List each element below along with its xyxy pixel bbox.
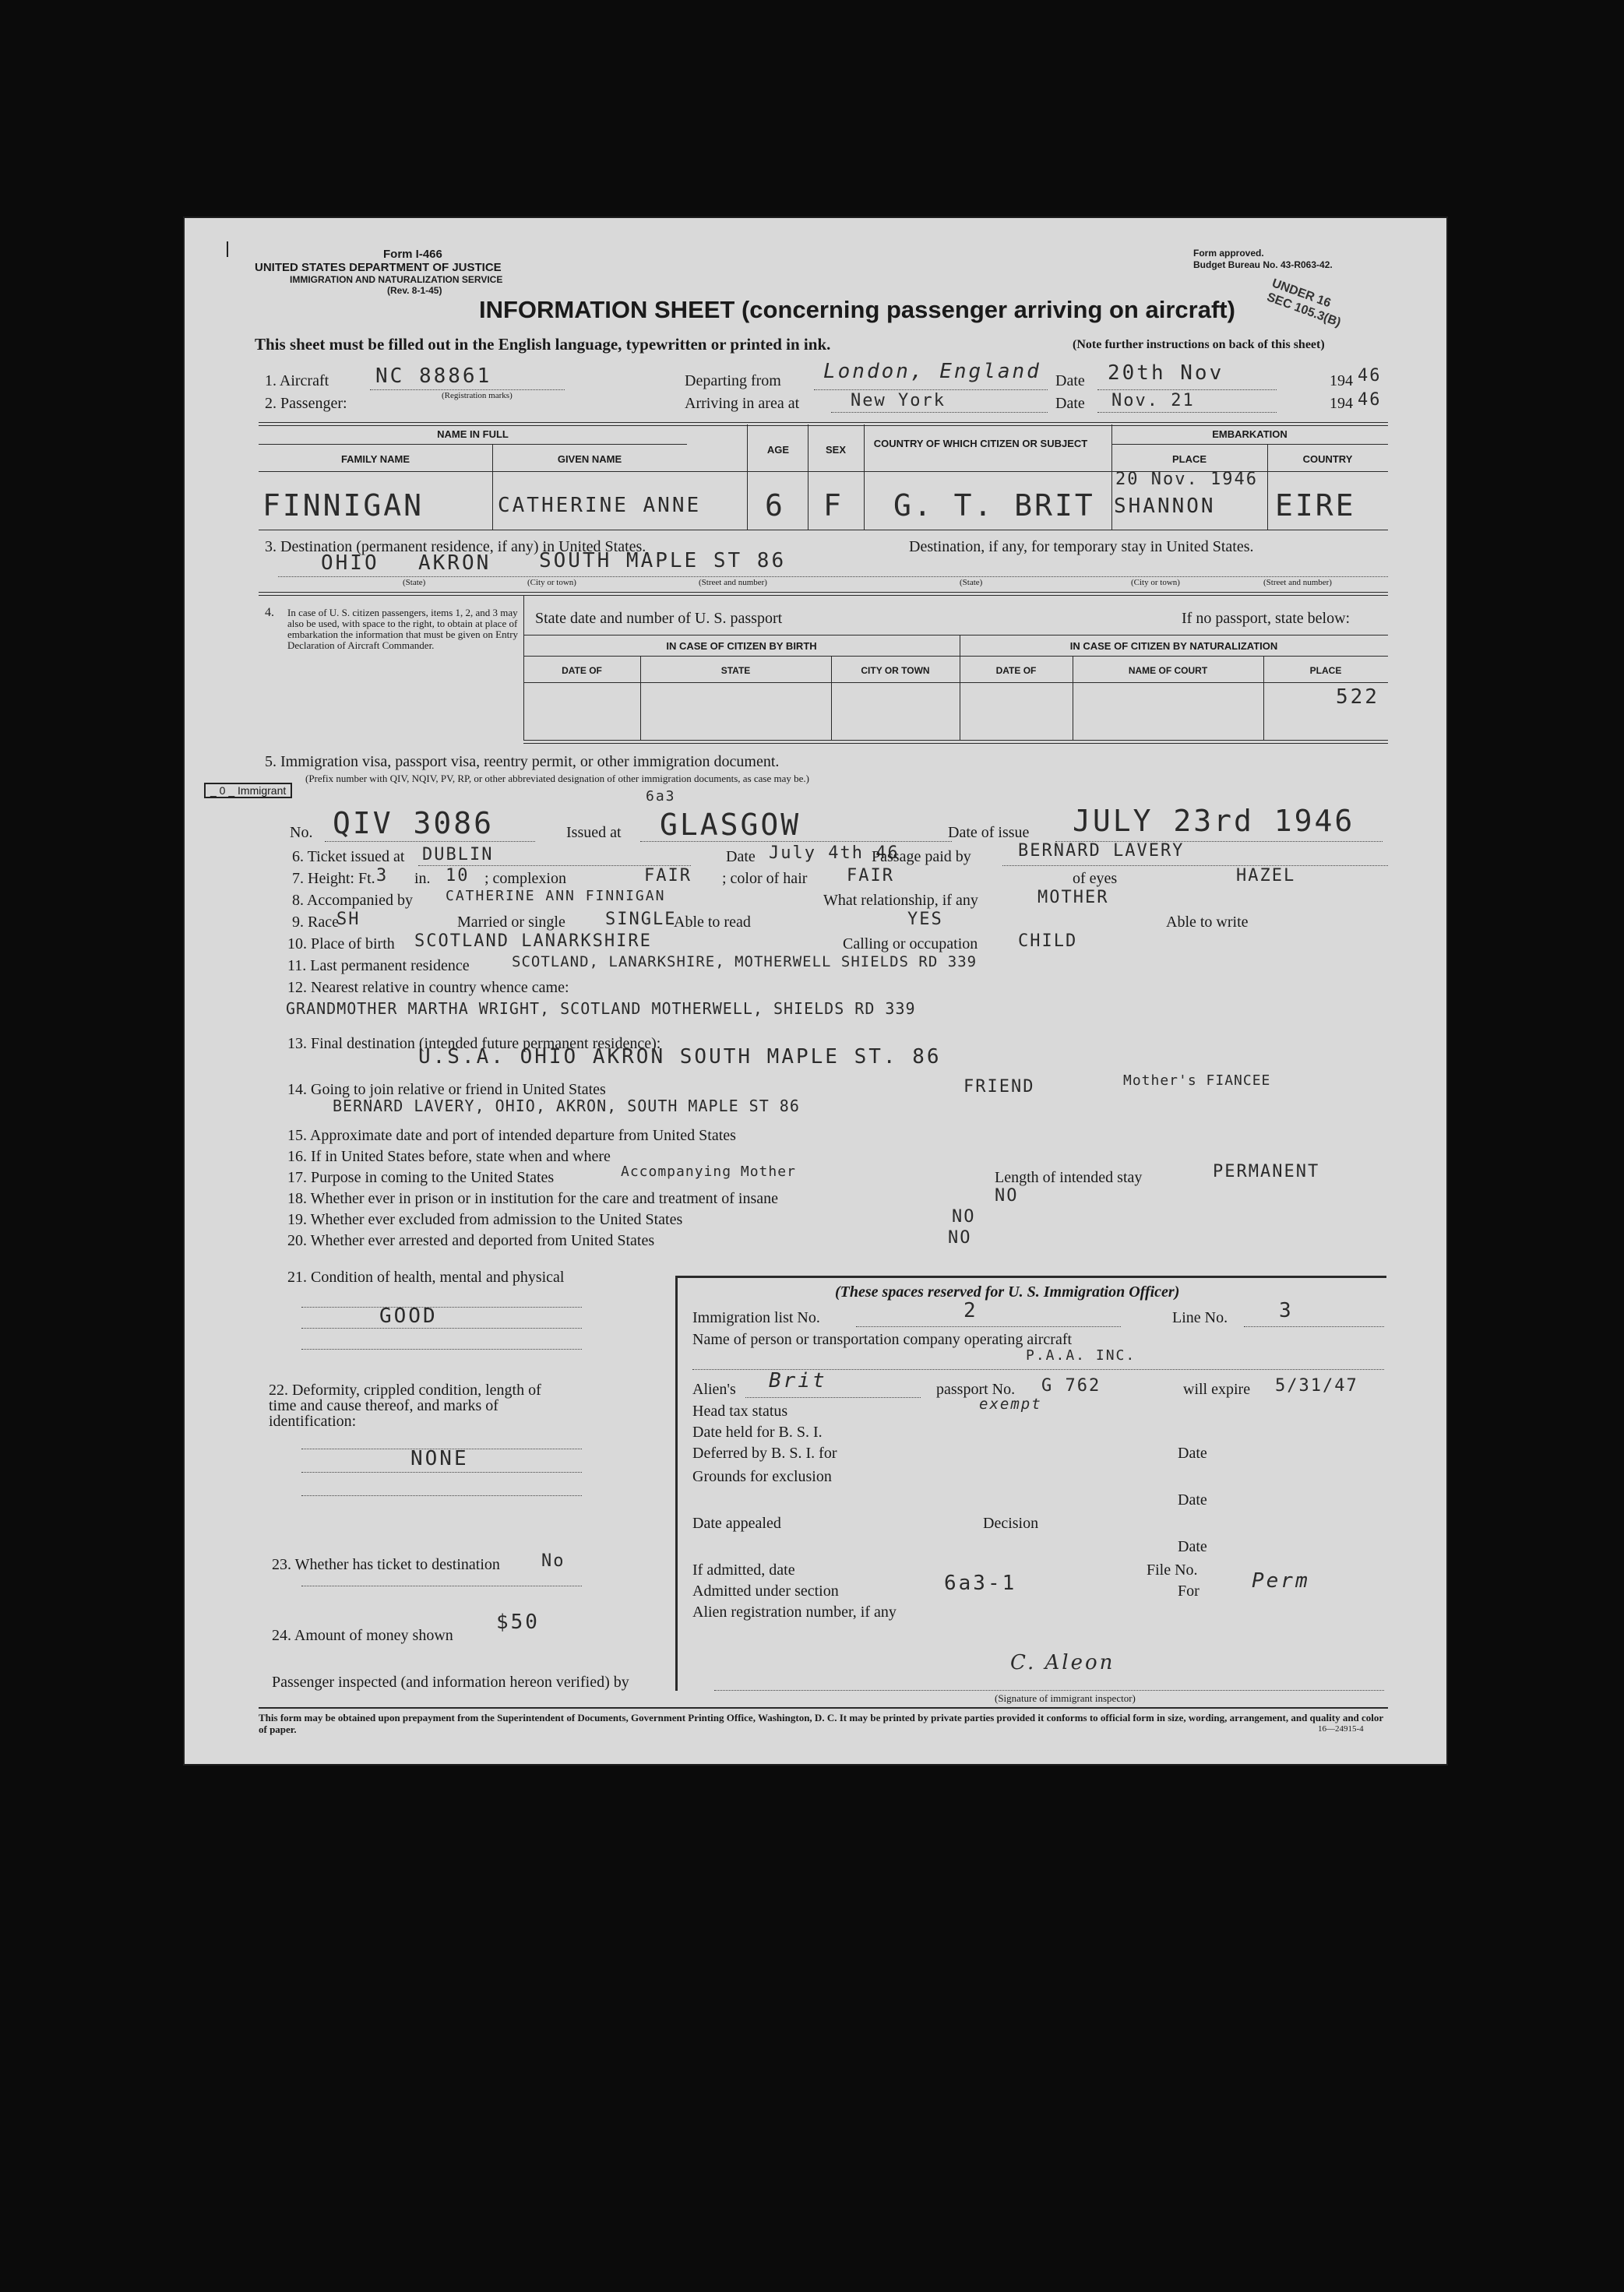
- corner-mark: [227, 241, 228, 257]
- col-name-court: NAME OF COURT: [1128, 665, 1208, 676]
- label-admitted-under: Admitted under section: [692, 1583, 839, 1600]
- arriving-date: Nov. 21: [1111, 391, 1195, 410]
- label-read: Able to read: [674, 914, 751, 931]
- stay-value: PERMANENT: [1213, 1162, 1320, 1181]
- imm-list-value: 2: [963, 1299, 978, 1322]
- embarkation-date: 20 Nov. 1946: [1115, 470, 1258, 489]
- col-date-of-2: DATE OF: [995, 665, 1037, 676]
- embarkation-country: EIRE: [1275, 488, 1356, 523]
- label-grounds: Grounds for exclusion: [692, 1468, 832, 1485]
- head-tax-value: exempt: [979, 1396, 1042, 1413]
- under-16-stamp: UNDER 16 SEC 105.3(B): [1265, 276, 1343, 330]
- label-birth: 10. Place of birth: [287, 935, 395, 952]
- label-before: 16. If in United States before, state when and where: [287, 1148, 611, 1165]
- label-married: Married or single: [457, 914, 565, 931]
- label-departure: 15. Approximate date and port of intended departure from United States: [287, 1127, 736, 1144]
- label-no: No.: [290, 824, 313, 841]
- label-health: 21. Condition of health, mental and physical: [287, 1269, 565, 1286]
- label-will-expire: will expire: [1183, 1381, 1251, 1398]
- department: UNITED STATES DEPARTMENT OF JUSTICE: [255, 261, 502, 274]
- label-eyes: of eyes: [1073, 870, 1118, 887]
- caption-city-2: (City or town): [1131, 578, 1180, 587]
- col-given-name: GIVEN NAME: [557, 453, 622, 465]
- caption-state-1: (State): [403, 578, 426, 587]
- purpose-value: Accompanying Mother: [621, 1164, 796, 1180]
- place-number-value: 522: [1336, 685, 1379, 709]
- label-aliens: Alien's: [692, 1381, 736, 1398]
- label-calling: Calling or occupation: [843, 935, 978, 952]
- label-year-2: 194: [1330, 395, 1353, 412]
- label-hair: ; color of hair: [722, 870, 808, 887]
- label-passport-no: passport No.: [936, 1381, 1016, 1398]
- label-issued-at: Issued at: [566, 824, 622, 841]
- instruction: This sheet must be filled out in the English language, typewritten or printed in ink.: [255, 335, 831, 354]
- passage-paid-value: BERNARD LAVERY: [1018, 841, 1185, 861]
- complexion-value: FAIR: [644, 866, 692, 885]
- label-date-grounds: Date: [1178, 1491, 1207, 1509]
- label-no-passport: If no passport, state below:: [1182, 610, 1351, 627]
- label-line-no: Line No.: [1172, 1309, 1228, 1326]
- label-deformity: 22. Deformity, crippled condition, length of time and cause thereof, and marks of identification:: [269, 1382, 541, 1430]
- label-purpose: 17. Purpose in coming to the United States: [287, 1169, 555, 1186]
- col-citizen-nat: IN CASE OF CITIZEN BY NATURALIZATION: [1069, 640, 1278, 652]
- given-name-value: CATHERINE ANNE: [498, 494, 702, 517]
- form-sheet: [185, 218, 1446, 1764]
- label-file-no: File No.: [1147, 1561, 1198, 1579]
- revision: (Rev. 8-1-45): [387, 285, 442, 296]
- citizen-value: G. T. BRIT: [893, 488, 1095, 523]
- eyes-value: HAZEL: [1236, 866, 1296, 885]
- item-5-note: (Prefix number with QIV, NQIV, PV, RP, or other abbreviated designation of other immigration documents, as case may be.): [305, 773, 809, 784]
- age-value: 6: [765, 488, 785, 523]
- note: (Note further instructions on back of this sheet): [1073, 338, 1325, 351]
- caption-street-1: (Street and number): [699, 578, 767, 587]
- ticket-issued-value: DUBLIN: [422, 845, 494, 864]
- label-aircraft: 1. Aircraft: [265, 372, 329, 389]
- signature-value: C. Aleon: [1010, 1651, 1115, 1674]
- col-place: PLACE: [1171, 453, 1207, 465]
- excluded-value: NO: [952, 1207, 976, 1227]
- last-residence-value: SCOTLAND, LANARKSHIRE, MOTHERWELL SHIELDS RD 339: [512, 953, 978, 970]
- label-date-issue: Date of issue: [948, 824, 1030, 841]
- sex-value: F: [823, 488, 844, 523]
- label-item-5: 5. Immigration visa, passport visa, reentry permit, or other immigration document.: [265, 753, 780, 770]
- label-going-to-join: 14. Going to join relative or friend in United States: [287, 1081, 606, 1098]
- service: IMMIGRATION AND NATURALIZATION SERVICE: [290, 274, 503, 285]
- label-excluded: 19. Whether ever excluded from admission to the United States: [287, 1211, 683, 1228]
- col-name-in-full: NAME IN FULL: [437, 428, 509, 440]
- for-value: Perm: [1252, 1569, 1310, 1593]
- label-date-decision: Date: [1178, 1538, 1207, 1555]
- label-money: 24. Amount of money shown: [272, 1627, 453, 1644]
- alien-nationality-value: Brit: [769, 1369, 827, 1392]
- company-value: P.A.A. INC.: [1026, 1347, 1136, 1364]
- label-alien-reg: Alien registration number, if any: [692, 1604, 897, 1621]
- form-approved: Form approved.: [1193, 248, 1264, 259]
- departing-date: 20th Nov: [1108, 361, 1224, 385]
- label-arriving: Arriving in area at: [685, 395, 800, 412]
- label-date-2: Date: [1055, 395, 1085, 412]
- arriving-value: New York: [851, 391, 946, 410]
- passport-no-value: G 762: [1041, 1376, 1101, 1396]
- embarkation-place: SHANNON: [1114, 495, 1216, 518]
- item-4-note: In case of U. S. citizen passengers, items 1, 2, and 3 may also be used, with space to the right, to obtain at place of embarkation the information that must be given on Entry Declaration of Aircraft Commander.: [287, 607, 519, 651]
- admitted-section-value: 6a3-1: [944, 1572, 1017, 1595]
- label-inspected: Passenger inspected (and information hereon verified) by: [272, 1674, 629, 1691]
- form-title: INFORMATION SHEET (concerning passenger arriving on aircraft): [479, 296, 1235, 323]
- label-date-deferred: Date: [1178, 1445, 1207, 1462]
- expire-value: 5/31/47: [1275, 1376, 1358, 1396]
- label-passage-paid: Passage paid by: [872, 848, 971, 865]
- visa-number-value: QIV 3086: [333, 806, 495, 840]
- label-decision: Decision: [983, 1515, 1039, 1532]
- col-sex: SEX: [825, 444, 846, 456]
- label-height: 7. Height: Ft.: [292, 870, 375, 887]
- col-date-of-1: DATE OF: [562, 665, 602, 676]
- label-head-tax: Head tax status: [692, 1403, 788, 1420]
- join-extra-value: Mother's FIANCEE: [1123, 1072, 1271, 1089]
- line-no-value: 3: [1279, 1299, 1294, 1322]
- height-ft-value: 3: [376, 866, 389, 885]
- label-state-passport: State date and number of U. S. passport: [535, 610, 783, 627]
- dest-state: OHIO: [321, 551, 379, 575]
- prison-value: NO: [995, 1186, 1019, 1206]
- deported-value: NO: [948, 1228, 972, 1248]
- col-city: CITY OR TOWN: [861, 665, 930, 676]
- label-year-1: 194: [1330, 372, 1353, 389]
- label-item-4: 4.: [265, 606, 274, 619]
- label-accompanied: 8. Accompanied by: [292, 892, 413, 909]
- budget-bureau: Budget Bureau No. 43-R063-42.: [1193, 259, 1333, 270]
- dest-street: SOUTH MAPLE ST 86: [539, 549, 787, 572]
- accompanied-value: CATHERINE ANN FINNIGAN: [446, 888, 666, 904]
- label-departing: Departing from: [685, 372, 781, 389]
- occupation-value: CHILD: [1018, 931, 1078, 951]
- family-name-value: FINNIGAN: [262, 488, 424, 523]
- nearest-relative-value: GRANDMOTHER MARTHA WRIGHT, SCOTLAND MOTHERWELL, SHIELDS RD 339: [286, 999, 916, 1018]
- immigrant-stamp: _ 0 _ Immigrant: [204, 783, 292, 798]
- hair-value: FAIR: [847, 866, 894, 885]
- col-age: AGE: [766, 444, 790, 456]
- label-company: Name of person or transportation company operating aircraft: [692, 1331, 1073, 1348]
- issued-note: 6a3: [646, 788, 676, 804]
- label-write: Able to write: [1166, 914, 1249, 931]
- date-issue-value: JULY 23rd 1946: [1073, 804, 1355, 838]
- ticket-date-value: July 4th 46: [769, 843, 900, 863]
- departing-year: 46: [1358, 366, 1382, 386]
- ticket-dest-value: No: [541, 1551, 565, 1571]
- label-date-1: Date: [1055, 372, 1085, 389]
- form-number: Form I-466: [383, 248, 442, 261]
- issued-at-value: GLASGOW: [660, 808, 801, 842]
- height-in-value: 10: [446, 866, 470, 885]
- departing-value: London, England: [823, 360, 1041, 383]
- married-value: SINGLE: [605, 910, 677, 929]
- col-place-4: PLACE: [1309, 665, 1342, 676]
- arriving-year: 46: [1358, 390, 1382, 410]
- money-value: $50: [496, 1611, 540, 1634]
- label-nearest-relative: 12. Nearest relative in country whence came:: [287, 979, 569, 996]
- signature-caption: (Signature of immigrant inspector): [995, 1692, 1136, 1704]
- join-line-value: BERNARD LAVERY, OHIO, AKRON, SOUTH MAPLE ST 86: [333, 1097, 800, 1115]
- label-if-admitted: If admitted, date: [692, 1561, 795, 1579]
- col-embarkation: EMBARKATION: [1212, 428, 1288, 440]
- label-race: 9. Race: [292, 914, 339, 931]
- label-destination: 3. Destination (permanent residence, if any) in United States.: [265, 538, 646, 555]
- birth-value: SCOTLAND LANARKSHIRE: [414, 931, 652, 951]
- caption-state-2: (State): [960, 578, 983, 587]
- label-ticket-dest: 23. Whether has ticket to destination: [272, 1556, 500, 1573]
- caption-street-2: (Street and number): [1263, 578, 1332, 587]
- label-ticket-date: Date: [726, 848, 756, 865]
- health-value: GOOD: [379, 1304, 438, 1328]
- race-value: SH: [336, 910, 361, 929]
- label-in: in.: [414, 870, 431, 887]
- label-prison: 18. Whether ever in prison or in institution for the care and treatment of insane: [287, 1190, 778, 1207]
- officer-box-title: (These spaces reserved for U. S. Immigration Officer): [835, 1283, 1180, 1301]
- label-final-destination: 13. Final destination (intended future permanent residence):: [287, 1035, 661, 1052]
- join-relation-value: FRIEND: [963, 1077, 1035, 1097]
- dest-city: AKRON: [418, 551, 491, 575]
- label-complexion: ; complexion: [484, 870, 566, 887]
- label-length-stay: Length of intended stay: [995, 1169, 1143, 1186]
- aircraft-value: NC 88861: [375, 364, 492, 388]
- label-date-appealed: Date appealed: [692, 1515, 781, 1532]
- label-passenger: 2. Passenger:: [265, 395, 347, 412]
- col-country-citizen: COUNTRY OF WHICH CITIZEN OR SUBJECT: [873, 438, 1088, 449]
- final-destination-value: U.S.A. OHIO AKRON SOUTH MAPLE ST. 86: [418, 1045, 942, 1069]
- label-relationship: What relationship, if any: [823, 892, 978, 909]
- col-family-name: FAMILY NAME: [340, 453, 410, 465]
- read-value: YES: [907, 910, 943, 929]
- footer-code: 16—24915-4: [1318, 1724, 1364, 1734]
- reg-marks-caption: (Registration marks): [442, 391, 513, 400]
- col-country: COUNTRY: [1302, 453, 1353, 465]
- label-deferred: Deferred by B. S. I. for: [692, 1445, 837, 1462]
- label-temp-destination: Destination, if any, for temporary stay in United States.: [909, 538, 1254, 555]
- label-imm-list: Immigration list No.: [692, 1309, 820, 1326]
- label-date-bsi: Date held for B. S. I.: [692, 1424, 823, 1441]
- relationship-value: MOTHER: [1037, 888, 1109, 907]
- col-citizen-birth: IN CASE OF CITIZEN BY BIRTH: [666, 640, 817, 652]
- deformity-value: NONE: [410, 1447, 469, 1470]
- label-deported: 20. Whether ever arrested and deported from United States: [287, 1232, 655, 1249]
- col-state: STATE: [720, 665, 751, 676]
- label-ticket: 6. Ticket issued at: [292, 848, 405, 865]
- label-for: For: [1178, 1583, 1200, 1600]
- label-last-residence: 11. Last permanent residence: [287, 957, 470, 974]
- caption-city-1: (City or town): [527, 578, 576, 587]
- footer-text: This form may be obtained upon prepayment from the Superintendent of Documents, Government Printing Office, Washington, D. C. It may be printed by private parties provided it conforms to official form in size, wording, arrangement, and quality and color of paper.: [259, 1712, 1383, 1735]
